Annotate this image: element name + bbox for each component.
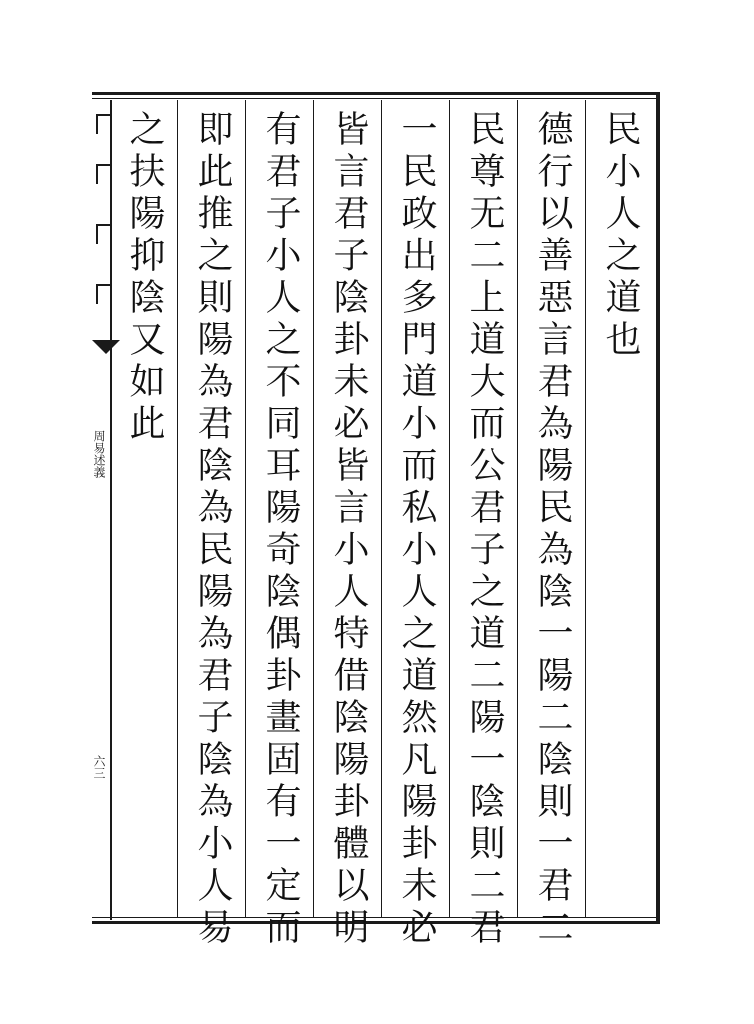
column-divider: [177, 100, 178, 918]
margin-mark: [96, 114, 112, 134]
margin-mark: [96, 284, 112, 304]
margin-page-number: 六三: [92, 755, 106, 779]
text-column: 德行以善惡言君為陽民為陰一陽二陰則一君二: [532, 110, 573, 950]
text-column: 之扶陽抑陰又如此: [124, 110, 165, 446]
margin-mark: [96, 164, 112, 184]
text-column: 即此推之則陽為君陰為民陽為君子陰為小人易: [192, 110, 233, 950]
text-column: 民尊无二上道大而公君子之道二陽一陰則二君: [464, 110, 505, 950]
margin-mark: [96, 224, 112, 244]
column-divider: [381, 100, 382, 918]
column-divider: [585, 100, 586, 918]
column-divider: [245, 100, 246, 918]
column-divider: [449, 100, 450, 918]
margin-title: 周易述義: [92, 430, 106, 478]
text-column: 皆言君子陰卦未必皆言小人特借陰陽卦體以明: [328, 110, 369, 950]
column-divider: [517, 100, 518, 918]
fishtail-mark: [92, 340, 120, 354]
text-column: 有君子小人之不同耳陽奇陰偶卦畫固有一定而: [260, 110, 301, 950]
column-divider: [313, 100, 314, 918]
block-margin: [94, 100, 112, 920]
text-column: 民小人之道也: [600, 110, 641, 362]
text-column: 一民政出多門道小而私小人之道然凡陽卦未必: [396, 110, 437, 950]
